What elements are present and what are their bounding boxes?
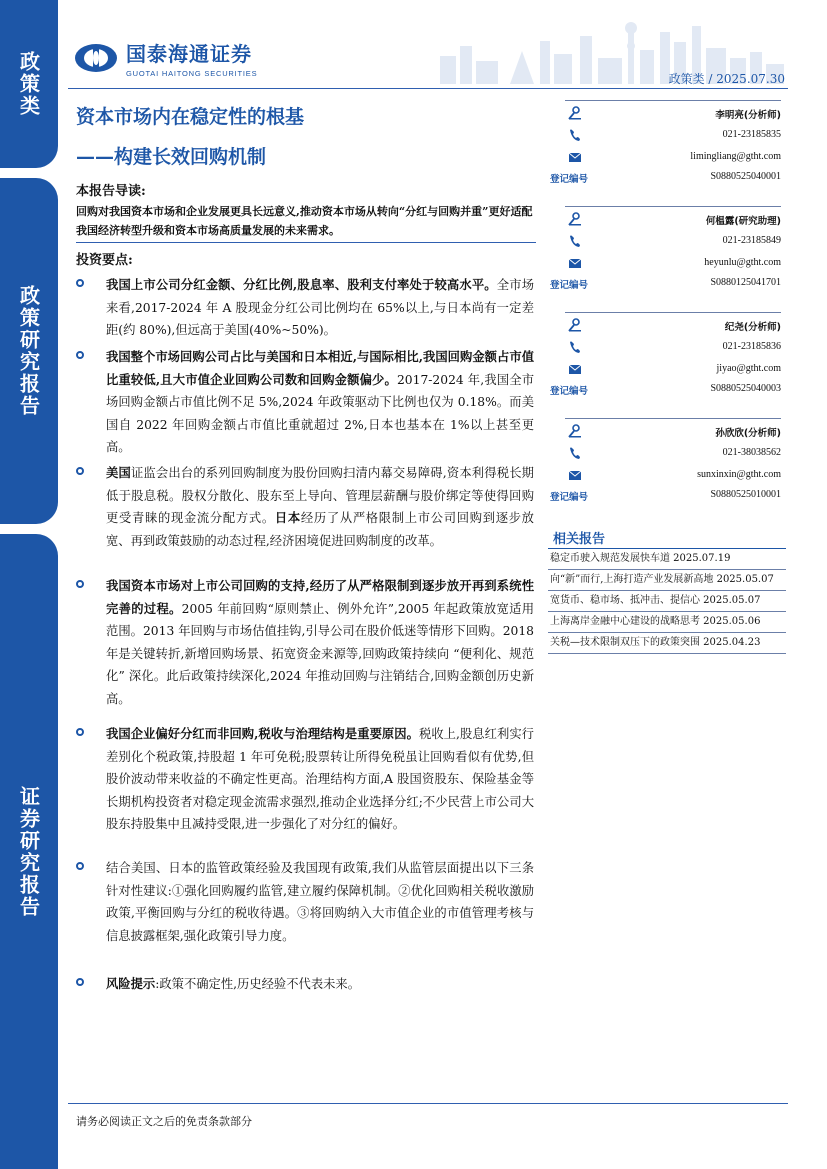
point-bold-lead-2: 日本 xyxy=(274,510,301,525)
bullet-icon xyxy=(76,351,84,359)
point-bold-lead: 我国整个市场回购公司占比与美国和日本相近,与国际相比,我国回购金额占市值比重较低,且大市值企业回购公司数和回购金额偏少。 xyxy=(106,349,534,387)
phone-icon xyxy=(568,234,582,248)
related-reports-list xyxy=(548,548,786,654)
analyst-phone: 021-23185835 xyxy=(722,129,781,140)
report-category-date: 政策类 / 2025.07.30 xyxy=(668,72,785,86)
analyst-email: sunxinxin@gtht.com xyxy=(697,469,781,480)
sidebar-label: 证券研究报告 xyxy=(16,785,41,918)
point-bold-lead: 我国资本市场对上市公司回购的支持,经历了从严格限制到逐步放开再到系统性完善的过程。 xyxy=(106,578,534,616)
person-icon xyxy=(568,424,582,438)
point-text: 证监会出台的系列回购制度为股份回购扫清内幕交易障碍,资本利得税长期低于股息税。股权分散化、股东至上导向、管理层薪酬与股价绑定等使得回购更受青睐的现金流分配方式。 xyxy=(106,466,534,525)
footer-disclaimer: 请务必阅读正文之后的免责条款部分 xyxy=(76,1115,252,1128)
report-title: 资本市场内在稳定性的根基 xyxy=(76,106,305,128)
phone-icon xyxy=(568,340,582,354)
point-text-2: 经历了从严格限制上市公司回购到逐步放宽、再到政策鼓励的动态过程,经济困境促进回购制度的改革。 xyxy=(106,511,534,548)
related-report-link[interactable]: 上海离岸金融中心建设的战略思考 2025.05.06 xyxy=(548,612,786,633)
point-bold-lead: 我国上市公司分红金额、分红比例,股息率、股利支付率处于较高水平。 xyxy=(106,277,497,292)
sidebar-tab-policy-research xyxy=(0,178,58,524)
related-reports-heading: 相关报告 xyxy=(553,532,606,547)
point-text: 结合美国、日本的监管政策经验及我国现有政策,我们从监管层面提出以下三条针对性建议:①强化回购履约监管,建立履约保障机制。②优化回购相关税收激励政策,平衡回购与分红的税收待遇。③将回购纳入大市值企业的市值管理考核与信息披露框架,强化政策引导力度。 xyxy=(106,861,534,943)
person-icon xyxy=(568,318,582,332)
analyst-phone: 021-38038562 xyxy=(722,447,781,458)
analyst-card xyxy=(550,100,781,190)
bullet-icon xyxy=(76,978,84,986)
analyst-email: heyunlu@gtht.com xyxy=(704,257,781,268)
brand-logo-icon xyxy=(74,43,118,73)
email-icon xyxy=(568,468,582,482)
analyst-divider xyxy=(565,312,781,313)
reg-label: 登记编号 xyxy=(550,174,589,185)
brand-name-en: GUOTAI HAITONG SECURITIES xyxy=(126,69,258,78)
person-icon xyxy=(568,106,582,120)
reg-label: 登记编号 xyxy=(550,280,589,291)
analyst-card xyxy=(550,206,781,296)
bullet-icon xyxy=(76,728,84,736)
related-report-link[interactable]: 关税—技术限制双压下的政策突围 2025.04.23 xyxy=(548,633,786,654)
investment-point xyxy=(76,346,534,459)
investment-point xyxy=(76,575,534,710)
sidebar-label: 政策类 xyxy=(16,51,41,117)
point-text: 2017-2024 年,我国全市场回购金额占市值比例不足 5%,2024 年政策驱动下比例也仅为 0.18%。而美国自 2022 年回购金额占市值比重就超过 2%,日本也基本在 1%以上甚至更高。 xyxy=(106,372,534,454)
point-bold-lead: 我国企业偏好分红而非回购,税收与治理结构是重要原因。 xyxy=(106,726,419,741)
sidebar-label: 政策研究报告 xyxy=(16,285,41,417)
analyst-name: 李明亮(分析师) xyxy=(715,110,781,121)
analyst-name: 何榅露(研究助理) xyxy=(705,216,781,227)
sidebar-tab-policy xyxy=(0,0,58,168)
analyst-phone: 021-23185836 xyxy=(722,341,781,352)
bullet-icon xyxy=(76,467,84,475)
investment-point xyxy=(76,274,534,342)
risk-text: :政策不确定性,历史经验不代表未来。 xyxy=(155,977,361,991)
brand-name-cn: 国泰海通证券 xyxy=(126,42,252,66)
analyst-email: jiyao@gtht.com xyxy=(716,363,781,374)
report-subtitle: ——构建长效回购机制 xyxy=(76,146,267,168)
reg-label: 登记编号 xyxy=(550,386,589,397)
footer-divider xyxy=(68,1103,788,1104)
bullet-icon xyxy=(76,862,84,870)
point-text: 2005 年前回购“原则禁止、例外允许”,2005 年起政策放宽适用范围。2013 年回购与市场估值挂钩,引导公司在股价低迷等情形下回购。2018 年是关键转折,新增回购场景、拓宽资金来源等,回购政策持续向 “便利化、规范化” 深化。此后政策持续深化,2024 年推动回购与注销结合,回购金额创历史新高。 xyxy=(106,601,534,706)
analyst-name: 孙欣欣(分析师) xyxy=(715,428,781,439)
email-icon xyxy=(568,256,582,270)
related-report-link[interactable]: 向“新”而行,上海打造产业发展新高地 2025.05.07 xyxy=(548,570,786,591)
investment-point xyxy=(76,462,534,552)
bullet-icon xyxy=(76,279,84,287)
investment-point xyxy=(76,723,534,836)
analyst-phone: 021-23185849 xyxy=(722,235,781,246)
investment-heading: 投资要点: xyxy=(76,253,133,268)
reg-label: 登记编号 xyxy=(550,492,589,503)
analyst-reg-number: S0880125041701 xyxy=(710,277,781,288)
header-divider xyxy=(68,88,788,89)
analyst-reg-number: S0880525040003 xyxy=(710,383,781,394)
brand-logo xyxy=(74,38,257,78)
analyst-reg-number: S0880525040001 xyxy=(710,171,781,182)
bullet-icon xyxy=(76,580,84,588)
email-icon xyxy=(568,150,582,164)
analyst-divider xyxy=(565,418,781,419)
point-text: 税收上,股息红利实行差别化个税政策,持股超 1 年可免税;股票转让所得免税虽让回购看似有优势,但股价波动带来收益的不确定性更高。治理结构方面,A 股国资股东、保险基金等长期机构投资者对稳定现金流需求强烈,推动企业选择分红;不少民营上市公司大股东持股集中且减持受限,进一步强化了对分红的偏好。 xyxy=(106,727,534,831)
risk-point xyxy=(76,973,534,996)
point-text: 全市场来看,2017-2024 年 A 股现金分红公司比例均在 65%以上,与日本尚有一定差距(约 80%),但远高于美国(40%~50%)。 xyxy=(106,278,534,337)
analyst-card xyxy=(550,418,781,508)
sidebar-tab-securities-research xyxy=(0,534,58,1169)
person-icon xyxy=(568,212,582,226)
analyst-divider xyxy=(565,206,781,207)
phone-icon xyxy=(568,128,582,142)
analyst-divider xyxy=(565,100,781,101)
related-report-link[interactable]: 宽货币、稳市场、抵冲击、提信心 2025.05.07 xyxy=(548,591,786,612)
related-report-link[interactable]: 稳定币驶入规范发展快车道 2025.07.19 xyxy=(548,548,786,570)
phone-icon xyxy=(568,446,582,460)
risk-label: 风险提示 xyxy=(106,976,156,991)
analyst-name: 纪尧(分析师) xyxy=(724,322,781,333)
analyst-card xyxy=(550,312,781,402)
guide-heading: 本报告导读: xyxy=(76,184,146,199)
point-bold-lead: 美国 xyxy=(106,465,131,480)
analyst-reg-number: S0880525010001 xyxy=(710,489,781,500)
analyst-email: limingliang@gtht.com xyxy=(690,151,781,162)
email-icon xyxy=(568,362,582,376)
investment-point xyxy=(76,857,534,947)
guide-text: 回购对我国资本市场和企业发展更具长远意义,推动资本市场从转向“分红与回购并重”更好适配我国经济转型升级和资本市场高质量发展的未来需求。 xyxy=(76,205,533,237)
guide-divider xyxy=(76,242,536,243)
